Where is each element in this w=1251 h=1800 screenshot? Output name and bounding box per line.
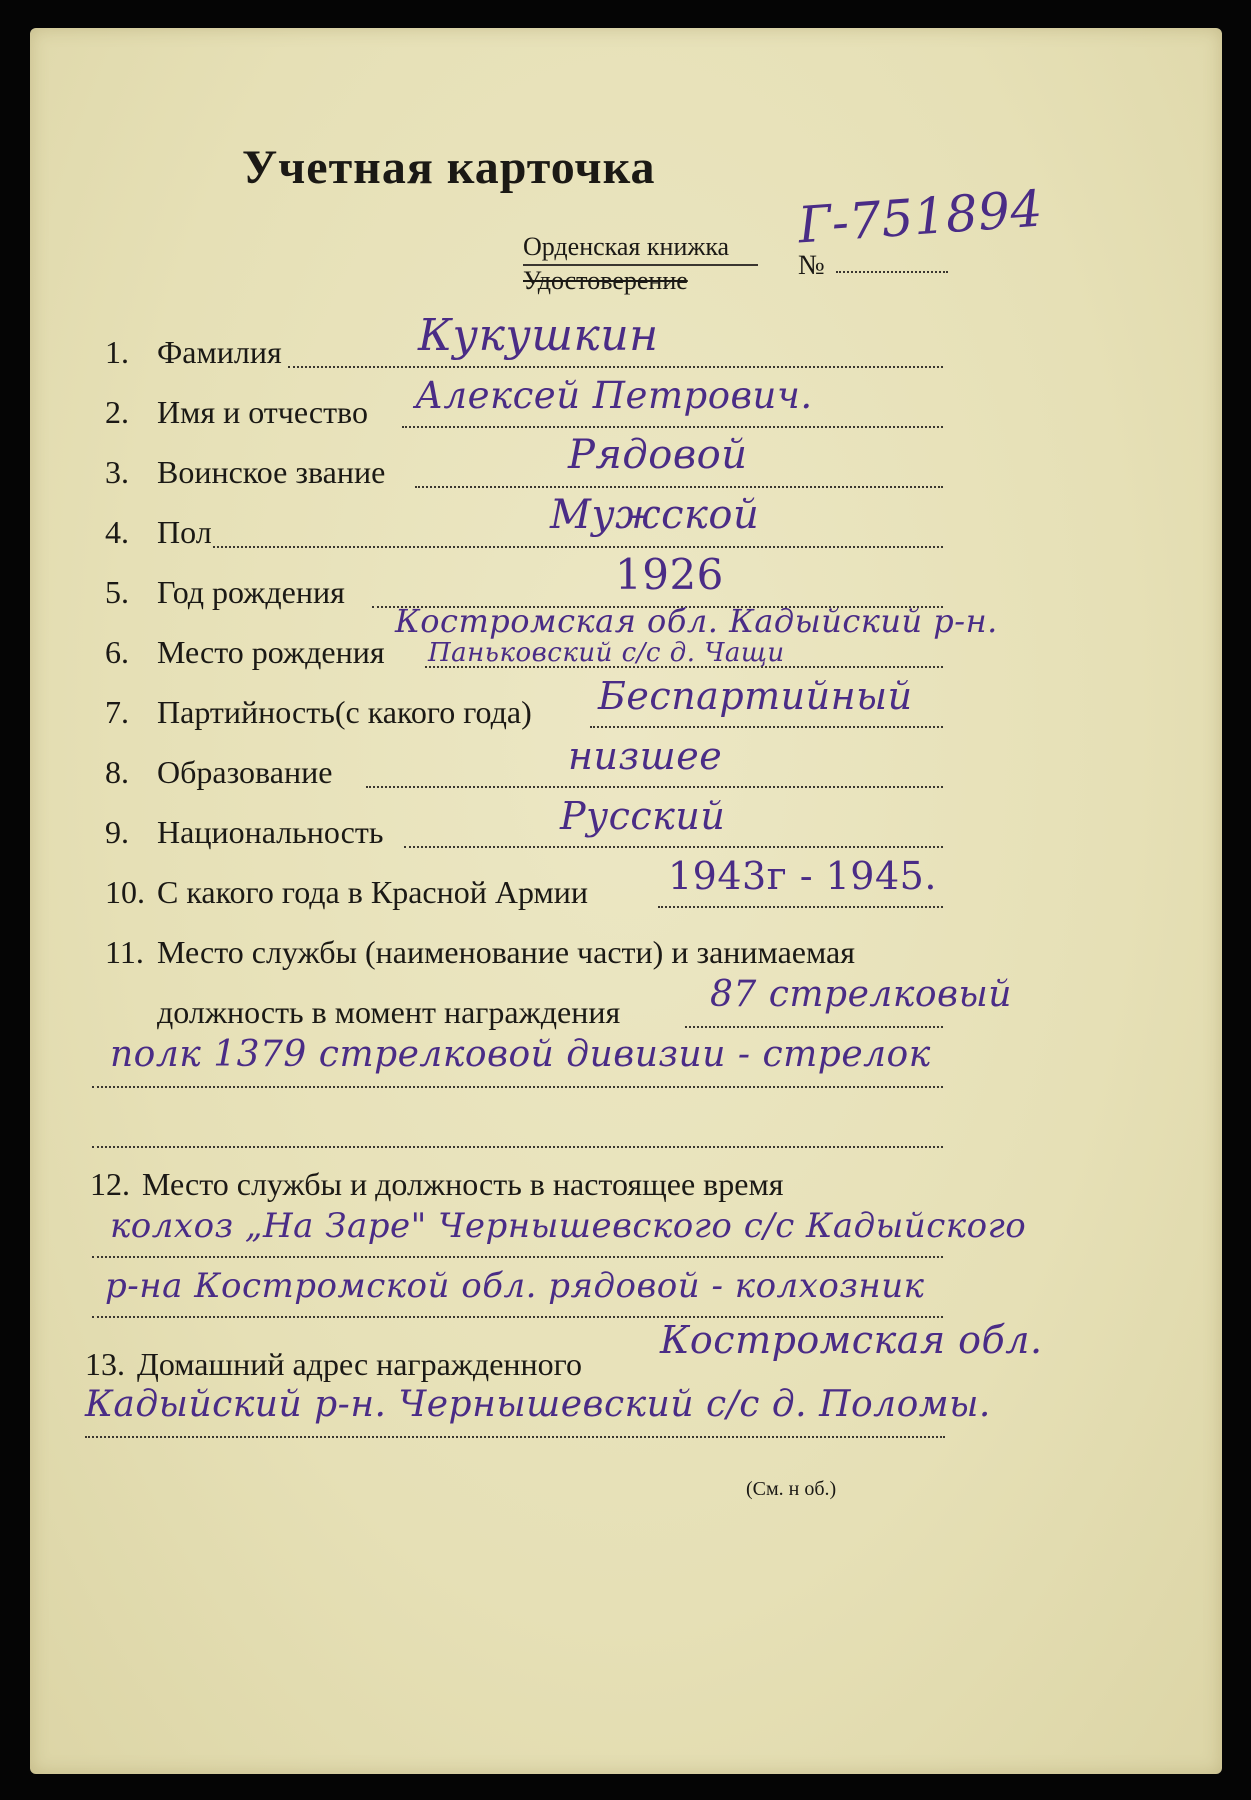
field-11-label: 11. Место службы (наименование части) и занимаемая	[105, 934, 855, 970]
current-service-value-line1: колхоз „На Заре" Чернышевского с/с Кадыйского	[110, 1206, 1027, 1246]
nationality-value: Русский	[560, 794, 726, 838]
field-2-line	[402, 426, 943, 428]
field-11-label-cont: должность в момент награждения	[157, 994, 621, 1030]
current-service-value-line2: р-на Костромской обл. рядовой - колхозник	[105, 1266, 925, 1306]
birthplace-value-line1: Костромская обл. Кадыйский р-н.	[395, 602, 998, 640]
party-value: Беспартийный	[598, 674, 913, 718]
rank-value: Рядовой	[568, 432, 748, 478]
field-11-line1	[685, 1026, 943, 1028]
field-11-line2	[92, 1086, 943, 1088]
home-address-value-line1: Костромская обл.	[660, 1318, 1043, 1362]
record-card	[30, 28, 1222, 1774]
card-title: Учетная карточка	[242, 141, 656, 194]
field-2-label: 2. Имя и отчество	[105, 394, 368, 430]
field-1-label: 1. Фамилия	[105, 334, 282, 370]
field-4-label: 4. Пол	[105, 514, 212, 550]
number-sign: №	[798, 250, 825, 281]
field-1-line	[288, 366, 943, 368]
field-11-line3	[92, 1146, 943, 1148]
field-13-line	[85, 1436, 945, 1438]
field-7-line	[590, 726, 943, 728]
field-8-label: 8. Образование	[105, 754, 333, 790]
order-book-number: Г-751894	[796, 179, 1045, 255]
service-place-value-line2: полк 1379 стрелковой дивизии - стрелок	[110, 1034, 931, 1075]
name-patronymic-value: Алексей Петрович.	[415, 374, 813, 417]
number-line	[836, 271, 948, 273]
field-9-line	[404, 846, 943, 848]
birthplace-value-line2: Паньковский с/с д. Чащи	[428, 638, 785, 668]
field-9-label: 9. Национальность	[105, 814, 384, 850]
field-12-line1	[92, 1256, 943, 1258]
certificate-label: Удостоверение	[523, 266, 688, 295]
surname-value: Кукушкин	[418, 310, 659, 361]
home-address-value-line2: Кадыйский р-н. Чернышевский с/с д. Поломы.	[85, 1384, 991, 1425]
field-5-label: 5. Год рождения	[105, 574, 345, 610]
field-12-label: 12. Место службы и должность в настоящее время	[90, 1166, 784, 1202]
field-3-label: 3. Воинское звание	[105, 454, 386, 490]
field-13-label: 13. Домашний адрес награжденного	[85, 1346, 582, 1382]
field-8-line	[366, 786, 943, 788]
field-10-label: 10. С какого года в Красной Армии	[105, 874, 588, 910]
field-4-line	[213, 546, 943, 548]
education-value: низшее	[568, 734, 723, 778]
birth-year-value: 1926	[615, 550, 724, 599]
service-place-value-line1: 87 стрелковый	[710, 974, 1012, 1015]
field-10-line	[658, 906, 943, 908]
sex-value: Мужской	[550, 492, 760, 538]
army-years-value: 1943г - 1945.	[668, 854, 937, 898]
field-6-label: 6. Место рождения	[105, 634, 385, 670]
see-reverse-note: (См. н об.)	[746, 1478, 837, 1500]
order-book-label: Орденская книжка	[523, 232, 730, 261]
field-7-label: 7. Партийность(с какого года)	[105, 694, 532, 730]
field-3-line	[415, 486, 943, 488]
